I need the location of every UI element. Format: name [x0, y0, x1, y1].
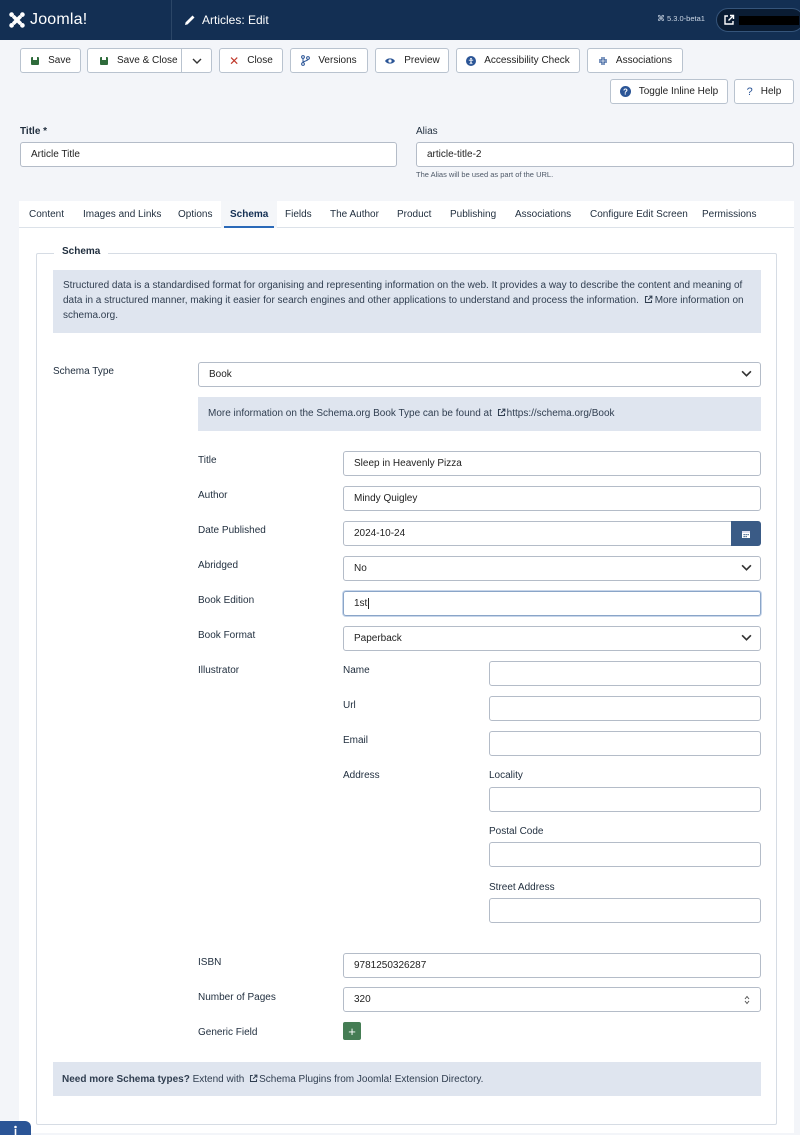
postal-code-input[interactable] — [489, 842, 761, 867]
close-button[interactable] — [219, 48, 283, 73]
alias-hint: The Alias will be used as part of the URL. — [416, 170, 554, 179]
tab-the-author[interactable]: The Author — [330, 209, 379, 220]
save-label: Save — [48, 55, 71, 66]
joomla-mark-icon: ⌘ — [657, 14, 665, 23]
schema-type-info — [198, 397, 761, 431]
calendar-icon — [741, 529, 751, 539]
user-menu[interactable] — [716, 8, 800, 32]
book-edition-input[interactable] — [343, 591, 761, 616]
author-label: Author — [198, 490, 228, 501]
author-input[interactable] — [343, 486, 761, 511]
save-button[interactable] — [20, 48, 81, 73]
number-of-pages-input[interactable] — [343, 987, 761, 1012]
chevron-down-icon — [741, 370, 752, 377]
compress-icon — [598, 56, 608, 66]
text-caret — [368, 598, 369, 609]
footer-text: Extend with — [192, 1074, 245, 1085]
close-icon: ✕ — [229, 53, 240, 68]
help-button[interactable] — [734, 79, 794, 104]
book-edition-value: 1st — [354, 598, 368, 609]
chevron-down-icon — [741, 564, 752, 571]
associations-label: Associations — [615, 55, 673, 66]
locality-input[interactable] — [489, 787, 761, 812]
spinner-arrows-icon[interactable] — [744, 995, 750, 1005]
illustrator-email-label: Email — [343, 735, 369, 746]
title-value: Article Title — [31, 149, 80, 160]
tab-images-links[interactable]: Images and Links — [83, 209, 162, 220]
floppy-icon — [99, 56, 109, 66]
number-of-pages-label: Number of Pages — [198, 992, 276, 1003]
type-info-link[interactable]: https://schema.org/Book — [506, 408, 615, 419]
book-format-label: Book Format — [198, 630, 256, 641]
tab-permissions[interactable]: Permissions — [702, 209, 757, 220]
tab-options[interactable]: Options — [178, 209, 213, 220]
type-info-text: More information on the Schema.org Book Type can be found at — [208, 408, 492, 419]
title-input[interactable] — [20, 142, 397, 167]
abridged-label: Abridged — [198, 560, 239, 571]
accessibility-check-button[interactable] — [456, 48, 580, 73]
help-label: Help — [760, 86, 782, 97]
date-published-label: Date Published — [198, 525, 266, 536]
question-icon: ? — [746, 85, 753, 98]
footer-bold-text: Need more Schema types? — [62, 1074, 190, 1085]
schema-intro-alert — [53, 270, 761, 333]
book-format-select[interactable] — [343, 626, 761, 651]
illustrator-url-label: Url — [343, 700, 356, 711]
schema-plugins-alert — [53, 1062, 761, 1096]
book-format-value: Paperback — [354, 633, 402, 644]
schema-type-value: Book — [209, 369, 232, 380]
illustrator-url-input[interactable] — [489, 696, 761, 721]
illustrator-name-input[interactable] — [489, 661, 761, 686]
street-address-label: Street Address — [489, 882, 555, 893]
joomla-logo-icon — [8, 11, 26, 29]
footer-link[interactable]: Schema Plugins from Joomla! Extension Directory. — [259, 1074, 484, 1085]
illustrator-name-label: Name — [343, 665, 370, 676]
locality-label: Locality — [489, 770, 523, 781]
eye-icon — [384, 57, 396, 65]
generic-field-label: Generic Field — [198, 1027, 258, 1038]
illustrator-label: Illustrator — [198, 665, 240, 676]
preview-button[interactable] — [375, 48, 449, 73]
alias-value: article-title-2 — [427, 149, 482, 160]
alias-label: Alias — [416, 126, 438, 137]
external-link-icon — [249, 1074, 258, 1083]
branch-icon — [301, 55, 310, 66]
floppy-icon — [30, 56, 40, 66]
tab-configure-edit-screen[interactable]: Configure Edit Screen — [590, 209, 688, 220]
preview-label: Preview — [404, 55, 440, 66]
joomla-logo[interactable] — [0, 0, 172, 40]
postal-code-label: Postal Code — [489, 826, 544, 837]
page-title-text: Articles: Edit — [202, 13, 269, 27]
tab-schema[interactable]: Schema — [230, 201, 268, 228]
version-text: 5.3.0-beta1 — [667, 14, 705, 23]
book-edition-label: Book Edition — [198, 595, 255, 606]
versions-button[interactable] — [290, 48, 368, 73]
book-title-value: Sleep in Heavenly Pizza — [354, 458, 462, 469]
isbn-input[interactable] — [343, 953, 761, 978]
toggle-help-label: Toggle Inline Help — [638, 86, 719, 97]
illustrator-address-label: Address — [343, 770, 380, 781]
schema-type-select[interactable] — [198, 362, 761, 387]
save-close-label: Save & Close — [117, 55, 178, 66]
tab-associations[interactable]: Associations — [515, 209, 572, 220]
abridged-select[interactable] — [343, 556, 761, 581]
external-link-icon — [497, 408, 506, 417]
schema-type-label: Schema Type — [53, 366, 114, 377]
chevron-down-icon — [192, 58, 202, 64]
tab-content[interactable]: Content — [29, 209, 65, 220]
external-link-icon — [644, 295, 653, 304]
schema-intro-link[interactable]: More information on schema.org. — [63, 295, 744, 321]
close-label: Close — [247, 55, 273, 66]
version-badge — [657, 14, 705, 23]
accessibility-label: Accessibility Check — [484, 55, 570, 66]
external-link-icon — [723, 14, 735, 26]
versions-label: Versions — [318, 55, 357, 66]
calendar-button[interactable] — [731, 521, 761, 546]
add-generic-field-button[interactable]: + — [343, 1022, 361, 1040]
accessibility-icon — [466, 56, 476, 66]
book-title-label: Title — [198, 455, 217, 466]
tab-product[interactable]: Product — [397, 209, 432, 220]
schema-legend: Schema — [54, 246, 108, 257]
save-dropdown-toggle[interactable] — [182, 49, 211, 72]
svg-text:?: ? — [622, 87, 628, 97]
associations-button[interactable] — [587, 48, 683, 73]
question-circle-icon — [620, 86, 631, 97]
tab-fields[interactable]: Fields — [285, 209, 312, 220]
redacted-username — [739, 16, 799, 25]
brand-text: Joomla! — [30, 11, 88, 28]
date-published-value: 2024-10-24 — [354, 528, 406, 539]
toggle-inline-help-button[interactable] — [610, 79, 728, 104]
chevron-down-icon — [741, 634, 752, 641]
tab-publishing[interactable]: Publishing — [450, 209, 497, 220]
top-header — [0, 0, 800, 40]
page-title — [184, 13, 269, 27]
title-label: Title * — [20, 126, 48, 137]
pencil-icon — [184, 14, 196, 26]
illustrator-email-input[interactable] — [489, 731, 761, 756]
schema-intro-text: Structured data is a standardised format for organising and representing information on the web. It provides a way to describe the content and meaning of data in a structured manner, making it easier for search engines and other applications to understand and process the information. — [63, 280, 743, 306]
number-of-pages-value: 320 — [354, 994, 371, 1005]
book-title-input[interactable] — [343, 451, 761, 476]
date-published-input[interactable] — [343, 521, 733, 546]
street-address-input[interactable] — [489, 898, 761, 923]
alias-input[interactable] — [416, 142, 794, 167]
isbn-label: ISBN — [198, 957, 222, 968]
author-value: Mindy Quigley — [354, 493, 418, 504]
person-icon — [11, 1125, 20, 1135]
abridged-value: No — [354, 563, 367, 574]
isbn-value: 9781250326287 — [354, 960, 427, 971]
